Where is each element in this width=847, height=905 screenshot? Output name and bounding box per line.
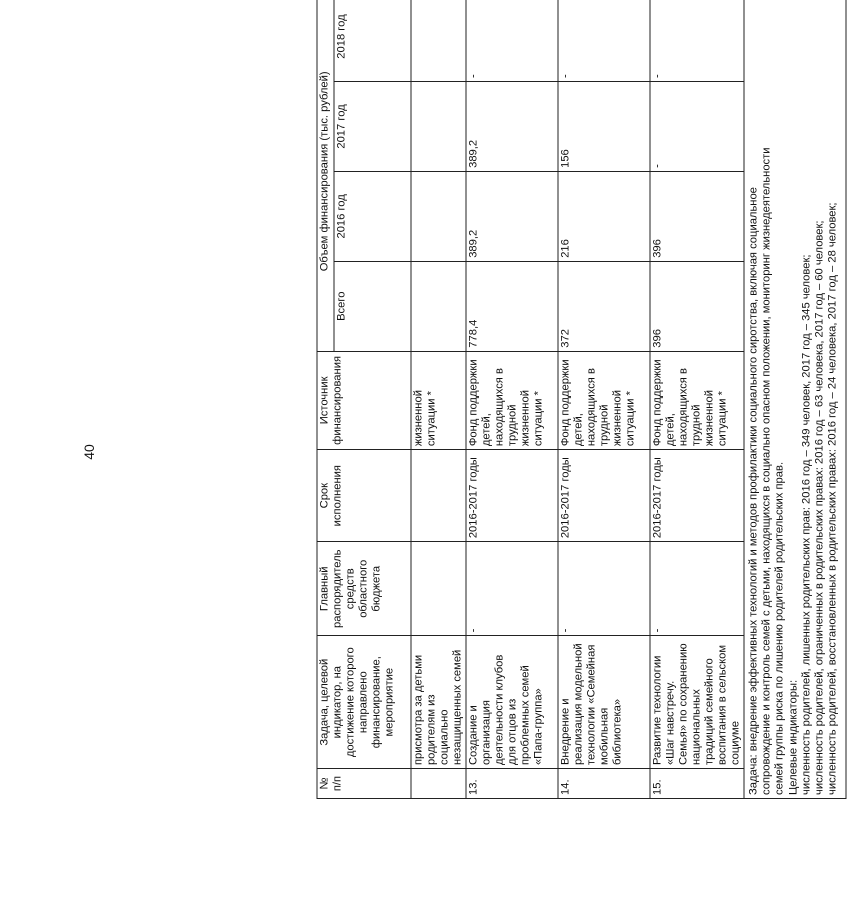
table-row — [650, 0, 744, 799]
note-line: численность родителей, ограниченных в родительских правах: 2016 год – 63 человека, 2017 год – 60 человек; — [813, 220, 826, 795]
financing-table — [317, 0, 745, 799]
cell-2017 — [411, 82, 466, 172]
cell-num: 13. — [466, 769, 558, 799]
table-row — [558, 0, 650, 799]
note-line: сопровождение и контроль семей с детьми, находящихся в социально опасном положении, мониторинг жизнедеятельности — [760, 147, 773, 795]
cell-source: Фонд поддержки детей, находящихся в трудной жизненной ситуации * — [558, 351, 650, 449]
header-2017: 2017 год — [334, 82, 411, 172]
cell-total: 372 — [558, 261, 650, 351]
cell-2016: 216 — [558, 171, 650, 261]
header-volume: Объем финансирования (тыс. рублей) — [317, 0, 334, 351]
cell-2016: 396 — [650, 171, 744, 261]
cell-distributor: - — [650, 542, 744, 636]
note-line: численность родителей, лишенных родительских прав: 2016 год – 349 человек, 2017 год – 345 человек; — [800, 254, 813, 795]
note-line: семей группы риска по лишению родителей родительских прав. — [773, 461, 786, 795]
note-line: численность родителей, восстановленных в родительских правах: 2016 год – 24 человека, 2017 год – 28 человек; — [826, 202, 839, 795]
cell-2018: - — [558, 0, 650, 82]
cell-total: 396 — [650, 261, 744, 351]
cell-num: 15. — [650, 769, 744, 799]
cell-2017: - — [650, 82, 744, 172]
header-distributor: Главный распорядитель средств областного бюджета — [317, 542, 411, 636]
document-rotated-block — [317, 0, 839, 799]
cell-source: жизненной ситуации * — [411, 351, 466, 449]
cell-task: Внедрение и реализация модельной технологии «Семейная мобильная библиотека» — [558, 636, 650, 769]
cell-task: Развитие технологии «Шаг навстречу. Семья» по сохранению национальных традиций семейного воспитания в сельском социуме — [650, 636, 744, 769]
cell-term: 2016-2017 годы — [650, 450, 744, 542]
cell-term — [411, 450, 466, 542]
cell-2018: - — [466, 0, 558, 82]
table-row — [466, 0, 558, 799]
cell-distributor: - — [558, 542, 650, 636]
task-note — [745, 0, 847, 799]
cell-term: 2016-2017 годы — [466, 450, 558, 542]
cell-source: Фонд поддержки детей, находящихся в трудной жизненной ситуации * — [466, 351, 558, 449]
header-num: № п/п — [317, 769, 411, 799]
header-task: Задача, целевой индикатор, на достижение которого направлено финансирование, мероприятие — [317, 636, 411, 769]
cell-2016 — [411, 171, 466, 261]
cell-task: присмотра за детьми родителям из социально незащищенных семей — [411, 636, 466, 769]
header-2016: 2016 год — [334, 171, 411, 261]
cell-term: 2016-2017 годы — [558, 450, 650, 542]
cell-num — [411, 769, 466, 799]
cell-distributor: - — [466, 542, 558, 636]
header-row — [317, 0, 334, 799]
cell-2018: - — [650, 0, 744, 82]
table-row — [411, 0, 466, 799]
cell-total: 778,4 — [466, 261, 558, 351]
cell-source: Фонд поддержки детей, находящихся в трудной жизненной ситуации * — [650, 351, 744, 449]
header-2018: 2018 год — [334, 0, 411, 82]
cell-distributor — [411, 542, 466, 636]
note-line: Задача: внедрение эффективных технологий и методов профилактики социального сиротства, включая социальное — [747, 187, 760, 795]
page-number: 40 — [81, 444, 97, 460]
cell-task: Создание и организация деятельности клубов для отцов из проблемных семей «Папа-группа» — [466, 636, 558, 769]
cell-2017: 156 — [558, 82, 650, 172]
header-source: Источник финансирования — [317, 351, 411, 449]
header-term: Срок исполнения — [317, 450, 411, 542]
cell-2016: 389,2 — [466, 171, 558, 261]
note-line: Целевые индикаторы: — [787, 679, 800, 795]
cell-total — [411, 261, 466, 351]
cell-2018 — [411, 0, 466, 82]
header-total: Всего — [334, 261, 411, 351]
cell-2017: 389,2 — [466, 82, 558, 172]
cell-num: 14. — [558, 769, 650, 799]
